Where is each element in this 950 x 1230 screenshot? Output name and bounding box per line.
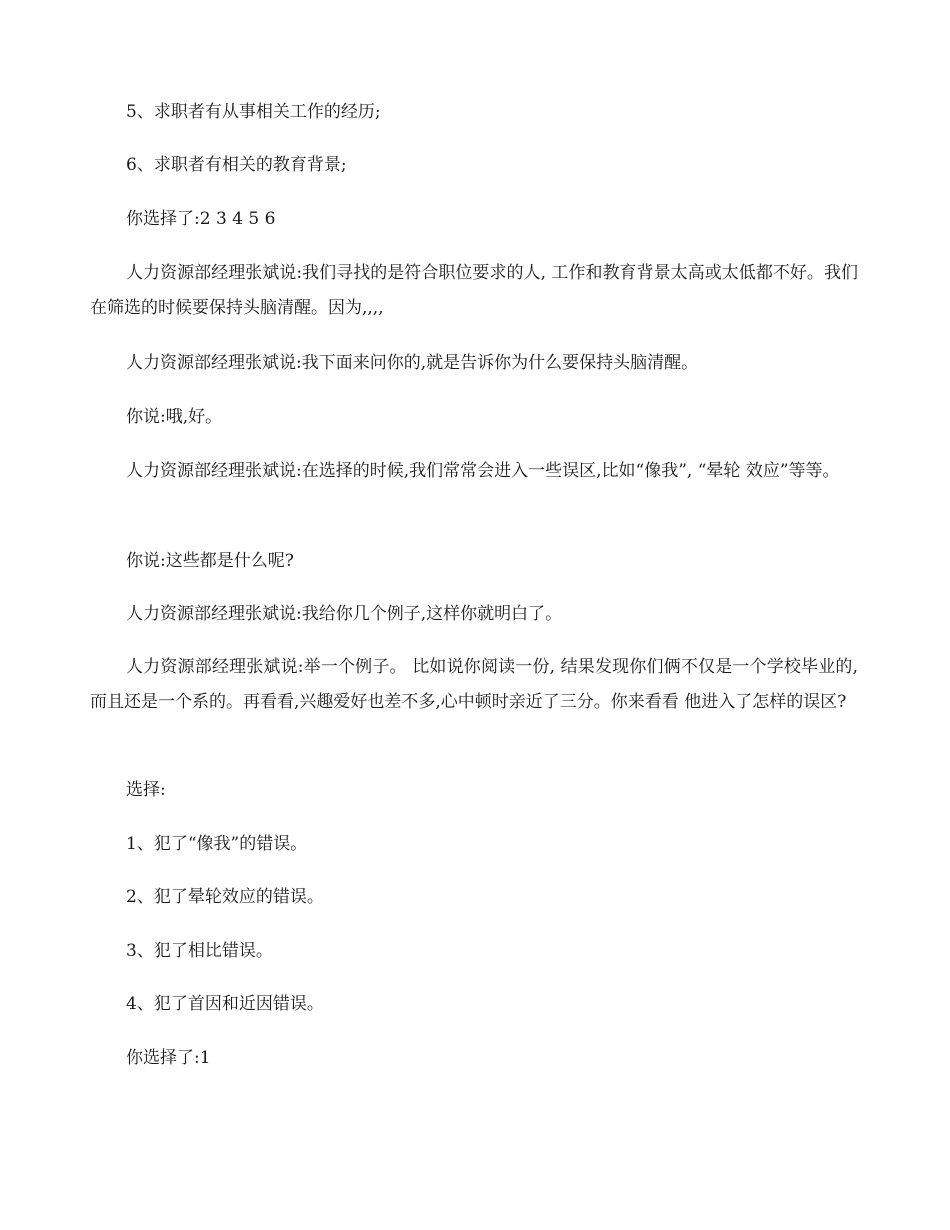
paragraph-manager-examples: 人力资源部经理张斌说:我给你几个例子,这样你就明白了。 xyxy=(126,604,563,624)
paragraph-manager-screening: 人力资源部经理张斌说:我们寻找的是符合职位要求的人, 工作和教育背景太高或太低都不好。我们在筛选的时候要保持头脑清醒。因为,,,, xyxy=(90,263,858,318)
paragraph-option-3: 3、犯了相比错误。 xyxy=(126,941,273,961)
paragraph-item-5: 5、求职者有从事相关工作的经历; xyxy=(126,102,381,122)
paragraph-you-ask-what: 你说:这些都是什么呢? xyxy=(126,551,294,571)
paragraph-manager-pitfalls: 人力资源部经理张斌说:在选择的时候,我们常常会进入一些误区,比如“像我”, “晕轮 效应”等等。 xyxy=(126,461,840,481)
paragraph-option-4: 4、犯了首因和近因错误。 xyxy=(126,994,324,1014)
paragraph-you-say-ok: 你说:哦,好。 xyxy=(126,407,223,427)
paragraph-manager-ask: 人力资源部经理张斌说:我下面来问你的,就是告诉你为什么要保持头脑清醒。 xyxy=(126,353,699,373)
paragraph-your-choice: 你选择了:2 3 4 5 6 xyxy=(126,209,276,229)
paragraph-choose-label: 选择: xyxy=(126,780,166,800)
paragraph-your-final-choice: 你选择了:1 xyxy=(126,1048,211,1068)
paragraph-option-2: 2、犯了晕轮效应的错误。 xyxy=(126,887,324,907)
paragraph-option-1: 1、犯了“像我”的错误。 xyxy=(126,834,308,854)
paragraph-manager-example-detail: 人力资源部经理张斌说:举一个例子。 比如说你阅读一份, 结果发现你们俩不仅是一个学校毕业的,而且还是一个系的。再看看,兴趣爱好也差不多,心中顿时亲近了三分。你来看看 他进入了怎样的误区? xyxy=(90,657,858,712)
paragraph-item-6: 6、求职者有相关的教育背景; xyxy=(126,155,347,175)
